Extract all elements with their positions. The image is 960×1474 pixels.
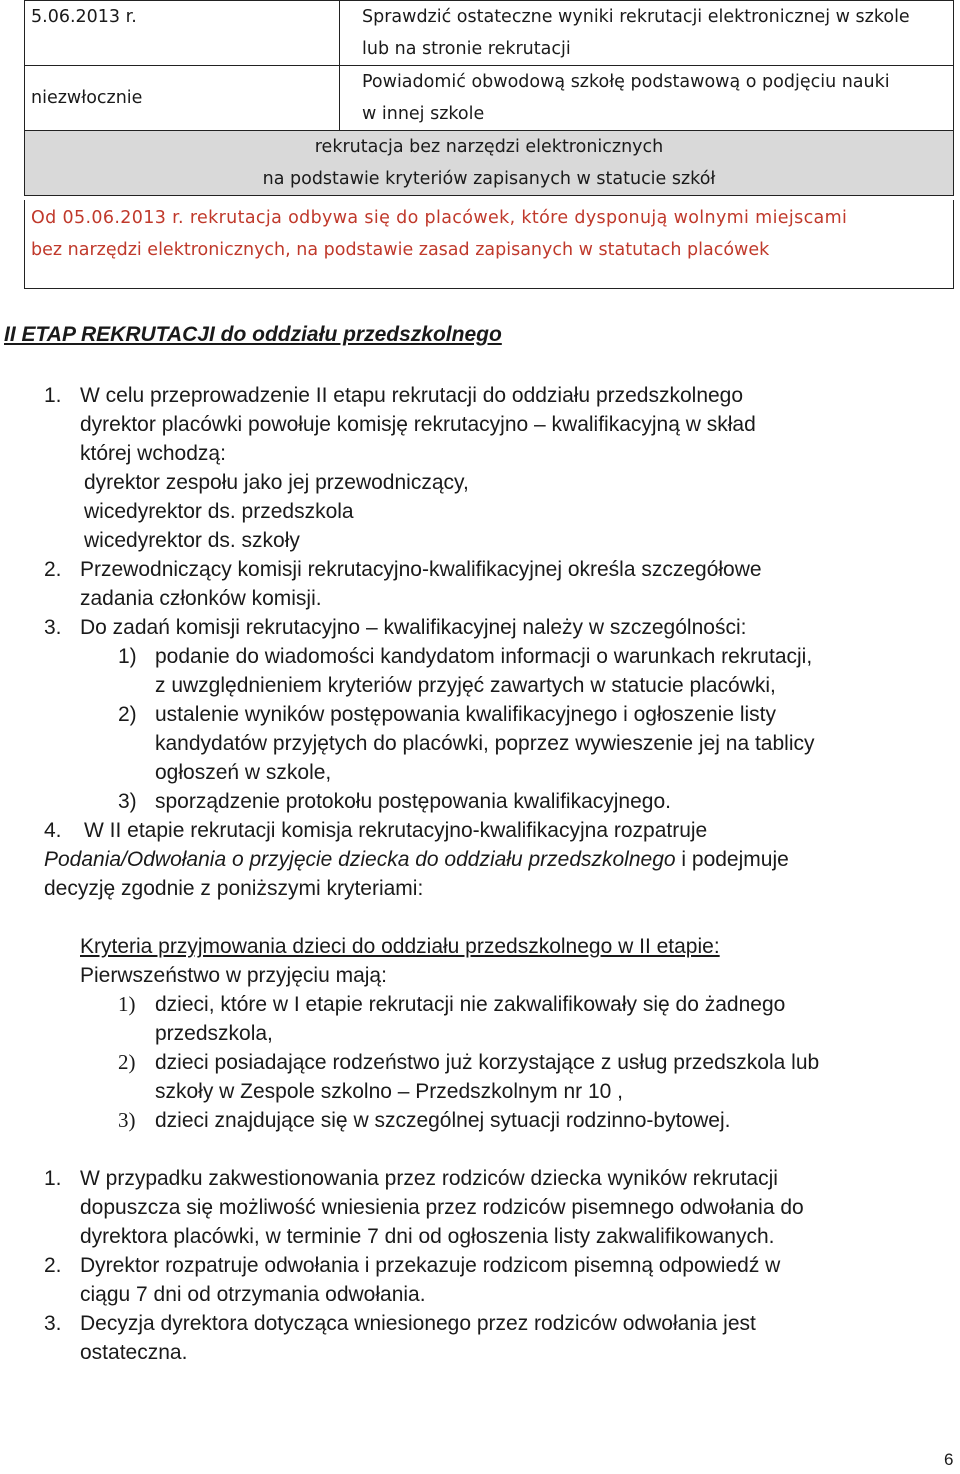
header-line: rekrutacja bez narzędzi elektronicznych <box>314 137 664 157</box>
paragraph-text: i podejmuje <box>675 848 789 871</box>
section-heading: II ETAP REKRUTACJI do oddziału przedszkolnego <box>4 323 502 346</box>
list-item-number: 3) <box>118 790 137 813</box>
list-item-number: 2) <box>118 703 137 726</box>
paragraph-line <box>44 845 789 874</box>
form-title: Podania/Odwołania o przyjęcie dziecka do oddziału przedszkolnego <box>44 848 676 871</box>
paragraph-line: dyrektor zespołu jako jej przewodniczący, <box>84 471 469 494</box>
paragraph-line: W II etapie rekrutacji komisja rekrutacyjno-kwalifikacyjna rozpatruje <box>84 819 708 842</box>
paragraph-line: wicedyrektor ds. przedszkola <box>84 500 354 523</box>
list-item-line: ustalenie wyników postępowania kwalifikacyjnego i ogłoszenie listy <box>155 703 776 726</box>
list-number: 2. <box>44 558 62 581</box>
criteria-number: 1) <box>118 992 136 1016</box>
paragraph-line: Przewodniczący komisji rekrutacyjno-kwalifikacyjnej określa szczegółowe <box>80 558 762 581</box>
paragraph-line: zadania członków komisji. <box>80 587 322 610</box>
list-item-line: kandydatów przyjętych do placówki, poprzez wywieszenie jej na tablicy <box>155 732 815 755</box>
schedule-note <box>24 200 954 289</box>
paragraph-line: ciągu 7 dni od otrzymania odwołania. <box>80 1283 426 1306</box>
schedule-table <box>24 0 954 196</box>
paragraph-line: dyrektor placówki powołuje komisję rekrutacyjno – kwalifikacyjną w skład <box>80 413 756 436</box>
paragraph-line: W celu przeprowadzenie II etapu rekrutacji do oddziału przedszkolnego <box>80 384 744 407</box>
criteria-number: 3) <box>118 1108 136 1132</box>
paragraph-line: decyzję zgodnie z poniższymi kryteriami: <box>44 877 424 900</box>
paragraph-line: Decyzja dyrektora dotycząca wniesionego przez rodziców odwołania jest <box>80 1312 756 1335</box>
table-row <box>25 1 954 66</box>
paragraph-line: której wchodzą: <box>80 442 226 465</box>
list-item-line: sporządzenie protokołu postępowania kwalifikacyjnego. <box>155 790 671 813</box>
list-item-number: 1) <box>118 645 137 668</box>
list-number: 4. <box>44 819 62 842</box>
criteria-title: Kryteria przyjmowania dzieci do oddziału przedszkolnego w II etapie: <box>80 935 720 958</box>
criteria-number: 2) <box>118 1050 136 1074</box>
row-text <box>340 66 954 131</box>
list-number: 2. <box>44 1254 62 1277</box>
row-text-line: lub na stronie rekrutacji <box>362 39 571 59</box>
paragraph-line: Dyrektor rozpatruje odwołania i przekazuje rodzicom pisemną odpowiedź w <box>80 1254 781 1277</box>
paragraph-line: ostateczna. <box>80 1341 188 1364</box>
paragraph-line: Do zadań komisji rekrutacyjno – kwalifikacyjnej należy w szczególności: <box>80 616 747 639</box>
paragraph-line: dopuszcza się możliwość wniesienia przez rodziców pisemnego odwołania do <box>80 1196 804 1219</box>
paragraph-line: W przypadku zakwestionowania przez rodziców dziecka wyników rekrutacji <box>80 1167 778 1190</box>
list-number: 1. <box>44 384 62 407</box>
table-section-header <box>25 131 954 196</box>
table-header-row <box>25 131 954 196</box>
criteria-line: dzieci, które w I etapie rekrutacji nie zakwalifikowały się do żadnego <box>155 993 786 1016</box>
row-text-line: w innej szkole <box>362 104 485 124</box>
paragraph-line: dyrektora placówki, w terminie 7 dni od ogłoszenia listy zakwalifikowanych. <box>80 1225 775 1248</box>
page-number: 6 <box>944 1450 954 1469</box>
note-date: Od 05.06.2013 r. <box>31 208 184 228</box>
criteria-line: przedszkola, <box>155 1022 273 1045</box>
note-text: rekrutacja odbywa się do placówek, które dysponują wolnymi miejscami <box>183 208 848 228</box>
row-text <box>340 1 954 66</box>
row-text-line: Powiadomić obwodową szkołę podstawową o podjęciu nauki <box>362 72 890 92</box>
table-row <box>25 66 954 131</box>
note-line-1 <box>31 202 847 234</box>
list-number: 1. <box>44 1167 62 1190</box>
list-item-line: ogłoszeń w szkole, <box>155 761 332 784</box>
list-item-line: z uwzględnieniem kryteriów przyjęć zawartych w statucie placówki, <box>155 674 776 697</box>
list-number: 3. <box>44 616 62 639</box>
criteria-line: szkoły w Zespole szkolno – Przedszkolnym nr 10 , <box>155 1080 624 1103</box>
note-line-2: bez narzędzi elektronicznych, na podstawie zasad zapisanych w statutach placówek <box>31 240 770 260</box>
priority-label: Pierwszeństwo w przyjęciu mają: <box>80 964 387 987</box>
list-number: 3. <box>44 1312 62 1335</box>
paragraph-line: wicedyrektor ds. szkoły <box>84 529 300 552</box>
list-item-line: podanie do wiadomości kandydatom informacji o warunkach rekrutacji, <box>155 645 813 668</box>
criteria-line: dzieci posiadające rodzeństwo już korzystające z usług przedszkola lub <box>155 1051 820 1074</box>
row-date: niezwłocznie <box>25 66 340 131</box>
row-date: 5.06.2013 r. <box>25 1 340 66</box>
criteria-line: dzieci znajdujące się w szczególnej sytuacji rodzinno-bytowej. <box>155 1109 731 1132</box>
row-text-line: Sprawdzić ostateczne wyniki rekrutacji elektronicznej w szkole <box>362 7 910 27</box>
header-line: na podstawie kryteriów zapisanych w statucie szkół <box>262 169 716 189</box>
